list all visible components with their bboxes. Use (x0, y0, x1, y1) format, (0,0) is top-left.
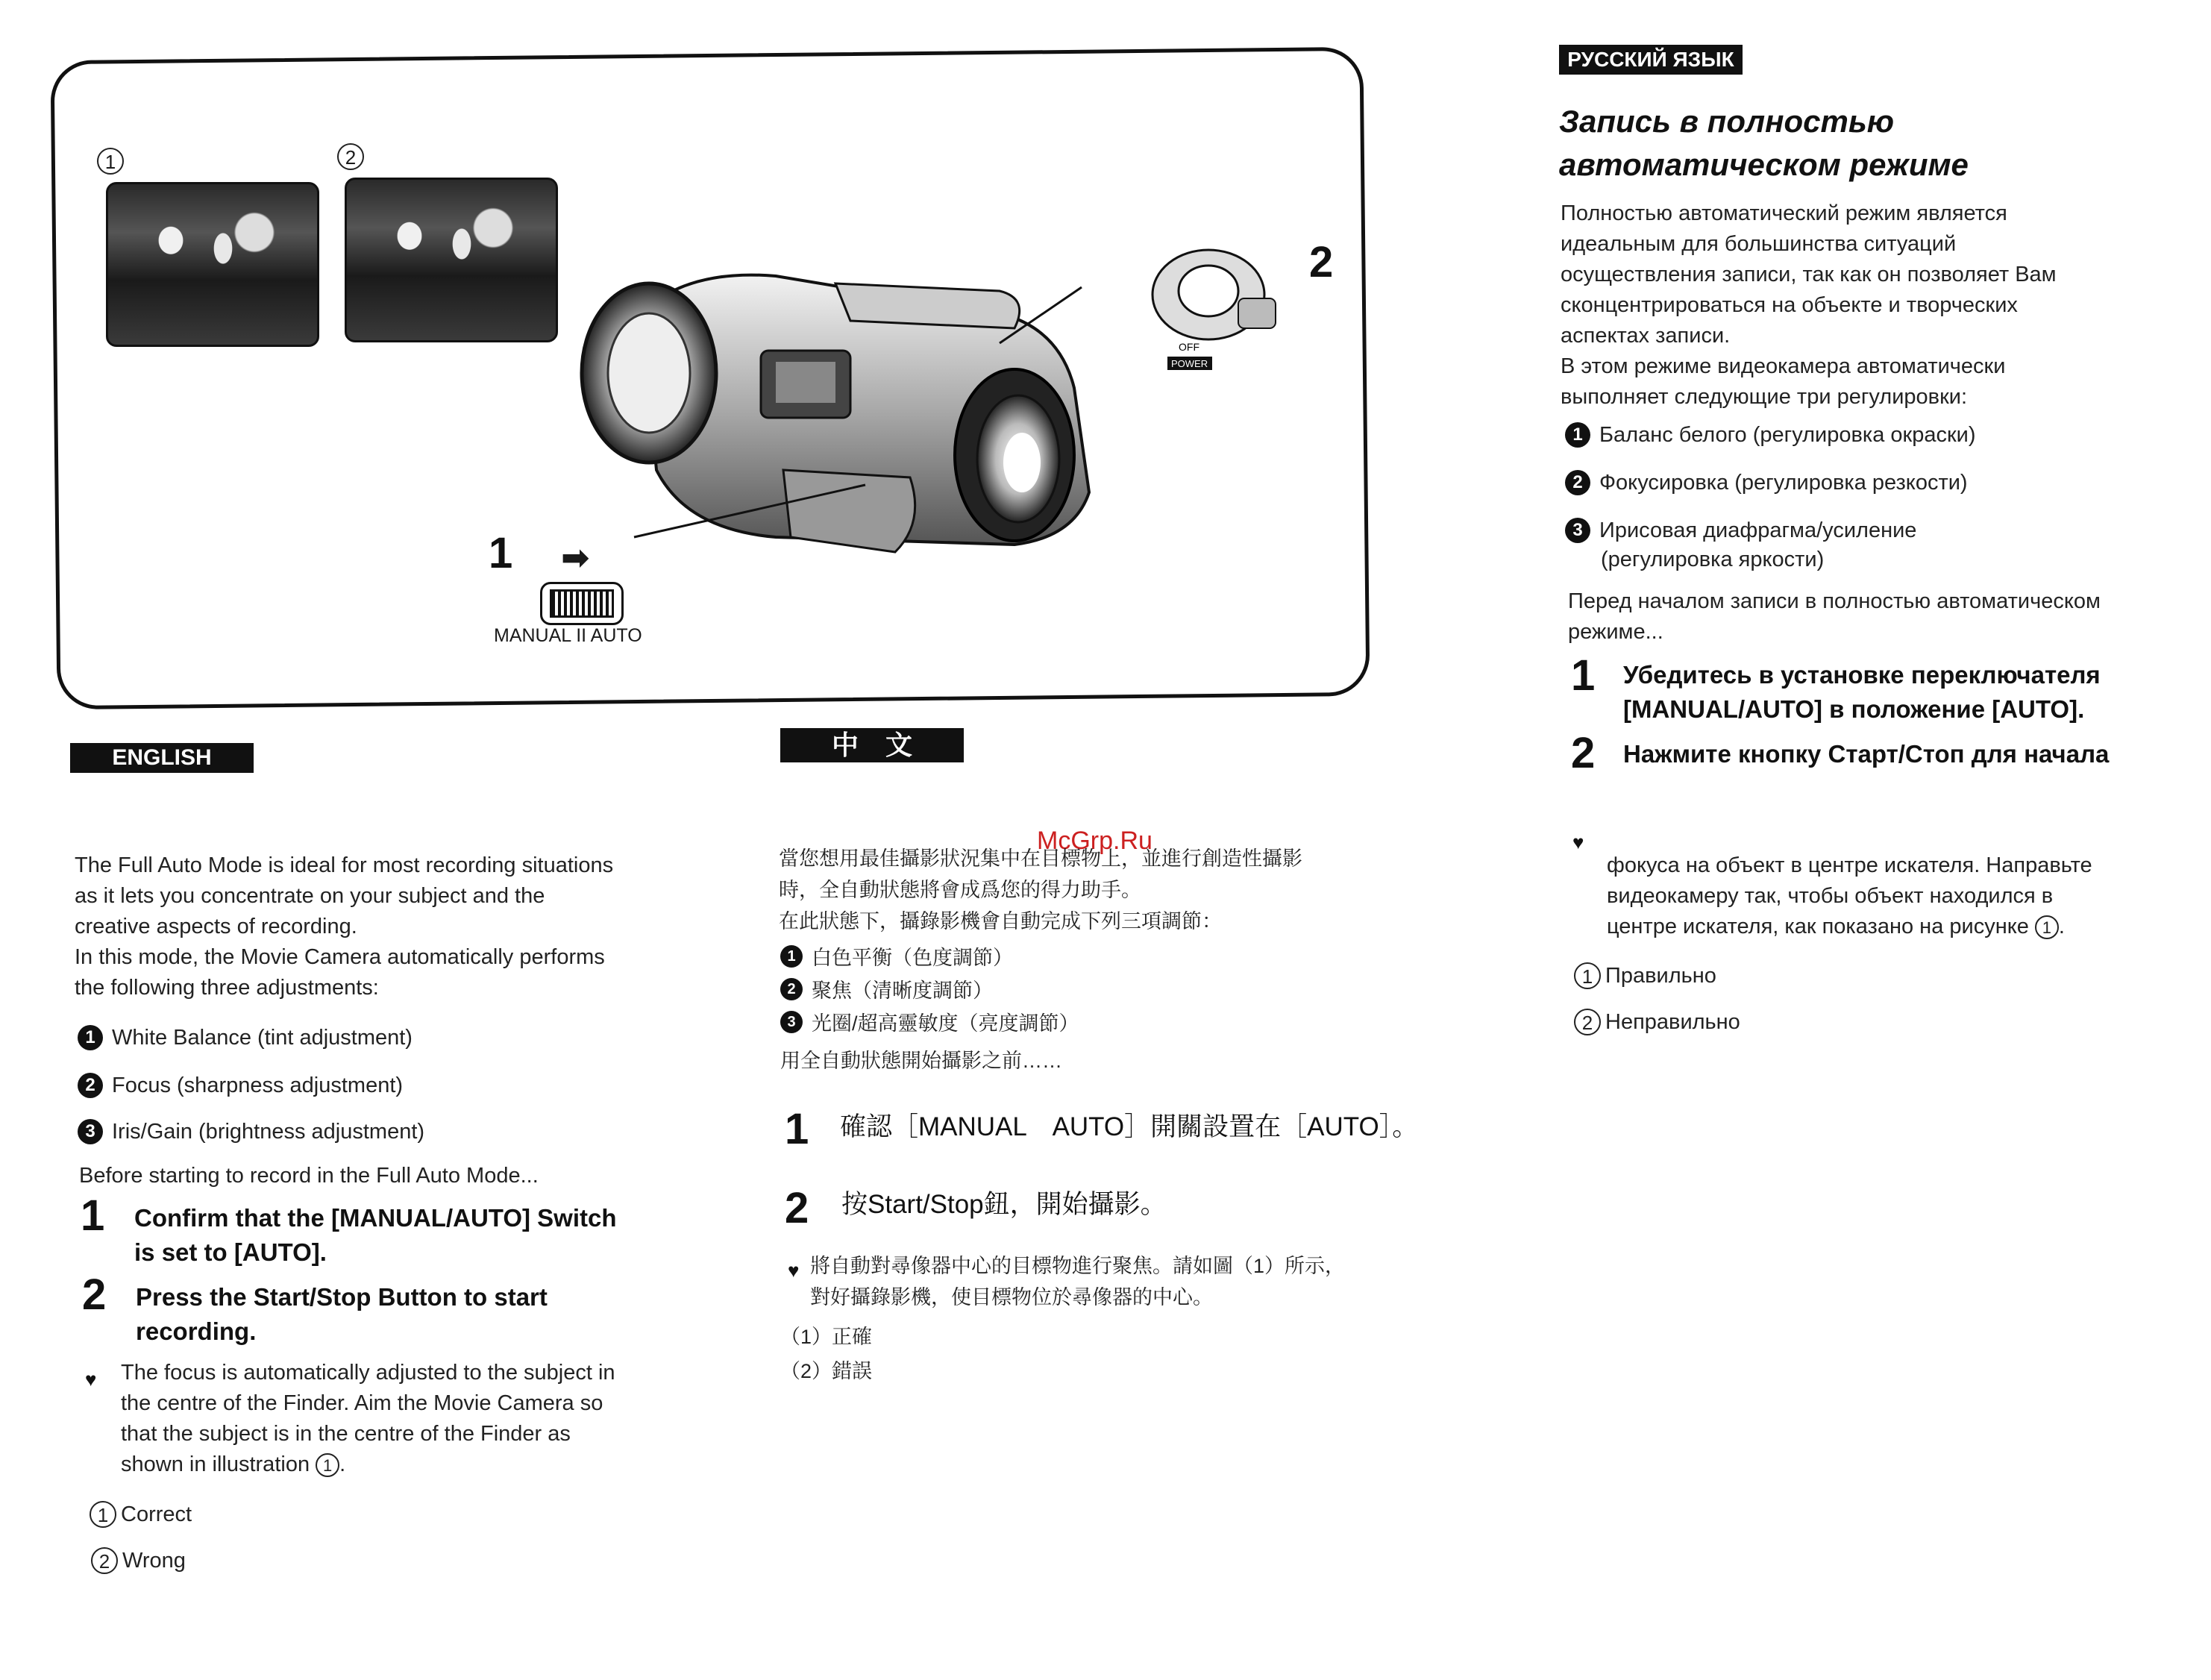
before-line: режиме... (1568, 620, 1663, 644)
english-adjustment-1 (78, 1025, 413, 1050)
russian-title (1559, 100, 1969, 187)
step-line: recording. (136, 1317, 257, 1345)
step-line: Confirm that the [MANUAL/AUTO] Switch (134, 1204, 617, 1232)
russian-correct (1574, 962, 1716, 989)
lang-tag-chinese: 中 文 (780, 728, 964, 762)
number-badge: 3 (780, 1011, 803, 1033)
russian-intro-line: аспектах записи. (1561, 324, 1731, 348)
step-line: [MANUAL/AUTO] в положение [AUTO]. (1623, 695, 2085, 723)
russian-adjustment-3 (1565, 518, 1916, 543)
heart-icon: ♥ (85, 1368, 97, 1391)
note-line-text: центре искателя, как показано на рисунке (1607, 915, 2029, 938)
adjustment-text: 白色平衡（色度調節） (812, 947, 1013, 969)
english-step-1-text (134, 1201, 617, 1270)
adjustment-text: Фокусировка (регулировка резкости) (1599, 470, 1968, 495)
chinese-intro-line: 時，全自動狀態將會成爲您的得力助手。 (779, 879, 1141, 901)
step-line: Press the Start/Stop Button to start (136, 1283, 548, 1311)
chinese-step-2-number: 2 (785, 1184, 809, 1232)
russian-intro-line: сконцентрироваться на объекте и творческих (1561, 293, 2018, 317)
russian-wrong (1574, 1009, 1740, 1035)
russian-step-1-text (1623, 658, 2101, 727)
english-adjustment-2 (78, 1073, 403, 1098)
english-intro-line: In this mode, the Movie Camera automatically performs (75, 945, 605, 969)
english-adjustment-3 (78, 1119, 424, 1144)
chinese-intro-line: 當您想用最佳攝影狀況集中在目標物上，並進行創造性攝影 (779, 847, 1302, 870)
note-line (121, 1449, 740, 1480)
english-wrong (91, 1547, 186, 1574)
chinese-step-1-text: 確認［MANUAL AUTO］開關設置在［AUTO］。 (840, 1112, 1419, 1141)
wrong-text: Неправильно (1605, 1009, 1740, 1034)
russian-intro-line: выполняет следующие три регулировки: (1561, 385, 1968, 409)
lang-tag-russian: РУССКИЙ ЯЗЫК (1559, 45, 1743, 75)
number-badge: 1 (78, 1025, 103, 1050)
english-intro-line: as it lets you concentrate on your subject and the (75, 884, 545, 908)
note-line: 對好攝錄影機，使目標物位於尋像器的中心。 (810, 1286, 1213, 1308)
chinese-correct: （1）正確 (780, 1326, 873, 1348)
step-line: Убедитесь в установке переключателя (1623, 661, 2101, 689)
chinese-wrong: （2）錯誤 (780, 1360, 873, 1382)
english-step-2-text (136, 1280, 548, 1349)
circled-number: 1 (90, 1501, 116, 1528)
camcorder-illustration (462, 224, 1320, 642)
russian-intro (1561, 198, 2187, 413)
chinese-adjustment-2 (780, 974, 993, 1003)
adjustment-text: Iris/Gain (brightness adjustment) (112, 1119, 425, 1144)
before-line: Перед началом записи в полностью автоматическом (1568, 589, 2101, 613)
note-line: фокуса на объект в центре искателя. Направьте (1607, 853, 2092, 877)
english-intro-line: The Full Auto Mode is ideal for most recording situations (75, 853, 614, 877)
russian-step-2-number: 2 (1571, 729, 1596, 777)
dial-power-label: POWER (1171, 358, 1208, 369)
adjustment-text: Ирисовая диафрагма/усиление (1599, 518, 1917, 542)
number-badge: 2 (780, 978, 803, 1000)
english-before: Before starting to record in the Full Auto Mode... (79, 1164, 539, 1188)
note-line-text: shown in illustration (121, 1452, 310, 1476)
russian-intro-line: идеальным для большинства ситуаций (1561, 232, 1957, 256)
switch-label: MANUAL II AUTO (494, 625, 642, 646)
note-line-end: . (2058, 915, 2065, 938)
adjustment-text: Баланс белого (регулировка окраски) (1599, 422, 1976, 447)
note-line (1607, 912, 2204, 942)
english-intro (75, 850, 724, 1003)
manual-auto-switch (540, 582, 624, 625)
illustration-ref: 1 (2035, 915, 2059, 939)
circled-number: 2 (1574, 1009, 1601, 1035)
thumb-2-label: 2 (337, 143, 364, 170)
title-line: Запись в полностью (1559, 104, 1895, 139)
note-line: the centre of the Finder. Aim the Movie Camera so (121, 1391, 603, 1415)
russian-step-2-text (1623, 737, 2110, 768)
heart-icon: ♥ (788, 1259, 800, 1282)
adjustment-text: Focus (sharpness adjustment) (112, 1073, 404, 1097)
note-line: The focus is automatically adjusted to the subject in (121, 1361, 615, 1385)
step-line: is set to [AUTO]. (134, 1238, 327, 1266)
russian-adjustment-2 (1565, 470, 1968, 495)
chinese-intro-line: 在此狀態下，攝錄影機會自動完成下列三項調節： (779, 910, 1222, 933)
english-intro-line: creative aspects of recording. (75, 915, 357, 938)
english-step-1-number: 1 (81, 1191, 105, 1240)
adjustment-text: 聚焦（清晰度調節） (812, 980, 993, 1002)
note-line: 將自動對尋像器中心的目標物進行聚焦。請如圖（1）所示， (810, 1255, 1346, 1277)
chinese-adjustment-1 (780, 941, 1013, 971)
number-badge: 1 (780, 945, 803, 968)
number-badge: 2 (78, 1073, 103, 1098)
chinese-intro (779, 843, 1405, 937)
russian-step-1-number: 1 (1571, 651, 1596, 700)
correct-text: Correct (121, 1502, 192, 1526)
switch-slider-icon (550, 589, 614, 618)
watermark: McGrp.Ru (1037, 827, 1152, 855)
note-line: that the subject is in the centre of the Finder as (121, 1422, 571, 1446)
russian-note (1607, 850, 2204, 942)
russian-intro-line: Полностью автоматический режим является (1561, 201, 2007, 225)
callout-1: 1 (489, 529, 513, 577)
chinese-step-1-number: 1 (785, 1105, 809, 1153)
chinese-before: 用全自動狀態開始攝影之前…… (780, 1050, 1062, 1072)
english-note (121, 1358, 740, 1480)
chinese-step-2-text: 按Start/Stop鈕，開始攝影。 (841, 1190, 1167, 1219)
dial-off-label: OFF (1179, 341, 1199, 353)
step-line: Нажмите кнопку Старт/Стоп для начала (1623, 740, 2110, 768)
wrong-text: Wrong (122, 1548, 186, 1573)
lang-tag-english: ENGLISH (70, 743, 254, 773)
correct-text: Правильно (1605, 963, 1716, 988)
callout-2: 2 (1309, 238, 1334, 286)
chinese-adjustment-3 (780, 1007, 1079, 1036)
english-intro-line: the following three adjustments: (75, 976, 379, 1000)
number-badge: 1 (1565, 422, 1590, 448)
russian-adjustment-3-cont: (регулировка яркости) (1601, 548, 1825, 571)
arrow-right-icon: ➡ (561, 538, 590, 577)
russian-intro-line: осуществления записи, так как он позволяет Вам (1561, 263, 2057, 286)
adjustment-text: 光圈/超高靈敏度（亮度調節） (812, 1012, 1079, 1035)
circled-number: 1 (1574, 962, 1601, 989)
english-step-2-number: 2 (82, 1270, 107, 1319)
russian-adjustment-1 (1565, 422, 1976, 448)
russian-intro-line: В этом режиме видеокамера автоматически (1561, 354, 2006, 378)
note-line: видеокамеру так, чтобы объект находился в (1607, 884, 2054, 908)
note-line-end: . (339, 1452, 346, 1476)
title-line: автоматическом режиме (1559, 147, 1969, 182)
chinese-note (810, 1250, 1407, 1313)
illustration-ref: 1 (316, 1453, 339, 1477)
adjustment-text: White Balance (tint adjustment) (112, 1025, 413, 1050)
thumbnail-correct (106, 182, 319, 347)
english-correct (90, 1501, 192, 1528)
number-badge: 3 (1565, 518, 1590, 543)
number-badge: 3 (78, 1119, 103, 1144)
russian-before (1568, 586, 2195, 648)
thumb-1-label: 1 (97, 148, 124, 175)
circled-number: 2 (91, 1547, 118, 1574)
heart-icon: ♥ (1572, 831, 1584, 853)
number-badge: 2 (1565, 470, 1590, 495)
